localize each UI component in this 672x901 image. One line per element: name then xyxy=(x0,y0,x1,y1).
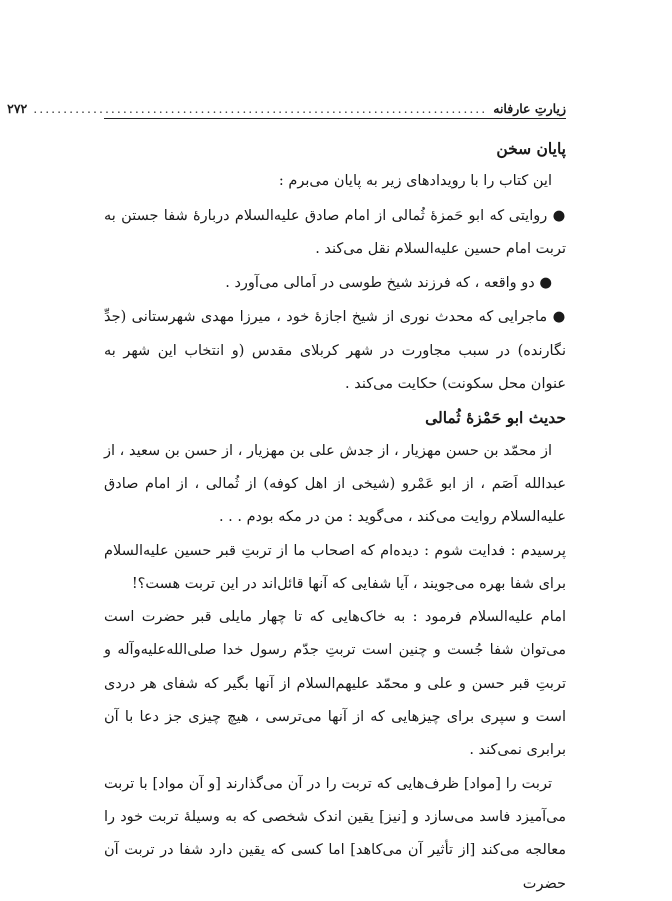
paragraph-1: از محمّد بن حسن مهزیار ، از جدش علی بن مهزیار ، از حسن بن سعید ، از عبدالله اَصَم ، از ابو عَمْرو (شیخی از اهل کوفه) از ثُمالی ، از امام صادق‌ علیه‌السلام روایت می‌کند ، می‌گوید : من در مکه بودم . . . xyxy=(104,442,566,526)
page-body xyxy=(104,132,566,901)
bullet-item-3 xyxy=(104,300,566,401)
bullet-item-2 xyxy=(104,266,566,300)
bullet-marker: ● xyxy=(552,206,567,224)
running-header xyxy=(7,98,566,119)
section-heading-closing: پایان سخن xyxy=(496,139,566,158)
bullet-text: ماجرایی که محدث نوری از شیخ اجازهٔ خود ، میرزا مهدی شهرستانی (جدِّ نگارنده) در سبب مجاورت در شهر کربلای مقدس (و انتخاب این شهر به عنوان محل سکونت) حکایت می‌کند . xyxy=(104,309,566,393)
bullet-item-1 xyxy=(104,199,566,267)
paragraph-2: پرسیدم : فدایت شوم : دیده‌ام که اصحاب ما از تربتِ قبر حسین‌ علیه‌السلام برای شفا بهره می‌جویند ، آیا شفایی که آنها قائل‌اند در این تربت هست؟! xyxy=(104,542,566,592)
running-title: زیارتِ عارفانه xyxy=(493,100,566,116)
bullet-marker: ● xyxy=(552,308,566,326)
intro-paragraph: این کتاب را با رویدادهای زیر به پایان می‌برم : xyxy=(278,173,552,190)
page-number: ۲۷۲ xyxy=(7,100,28,116)
bullet-text: دو واقعه ، که فرزند شیخ طوسی در اَمالی می‌آورد . xyxy=(225,275,535,292)
header-leader-dots: ............................................................................ xyxy=(33,100,488,116)
paragraph-4: تربت را [مواد] ظرف‌هایی که تربت را در آن می‌گذارند [و آن مواد] با تربت می‌آمیزد فاسد می‌سازد و [نیز] یقین اندک شخصی که به وسیلهٔ تربت خود را معالجه می‌کند [از تأثیر آن می‌کاهد] اما کسی که یقین دارد شفا در تربت آن حضرت xyxy=(104,775,566,892)
section-heading-hadith: حدیث ابو حَمْزهٔ ثُمالی xyxy=(425,408,566,428)
paragraph-3: امام‌ علیه‌السلام فرمود : به خاک‌هایی که تا چهار مایلی قبر حضرت است می‌توان شفا جُست و چنین است تربتِ جدّم رسول خدا صلی‌الله‌علیه‌وآله و تربتِ قبر حسن و علی و محمّد علیهم‌السلام از آنها بگیر که شفای هر دردی است و سپری برای چیزهایی که از آنها می‌ترسی ، هیچ چیزی جز دعا با آن برابری نمی‌کند . xyxy=(104,609,566,759)
bullet-marker: ● xyxy=(539,274,552,292)
bullet-text: روایتی که ابو حَمزهٔ ثُمالی از امام صادق‌ علیه‌السلام دربارهٔ شفا جستن به تربت امام حسین‌ علیه‌السلام نقل می‌کند . xyxy=(104,207,566,257)
